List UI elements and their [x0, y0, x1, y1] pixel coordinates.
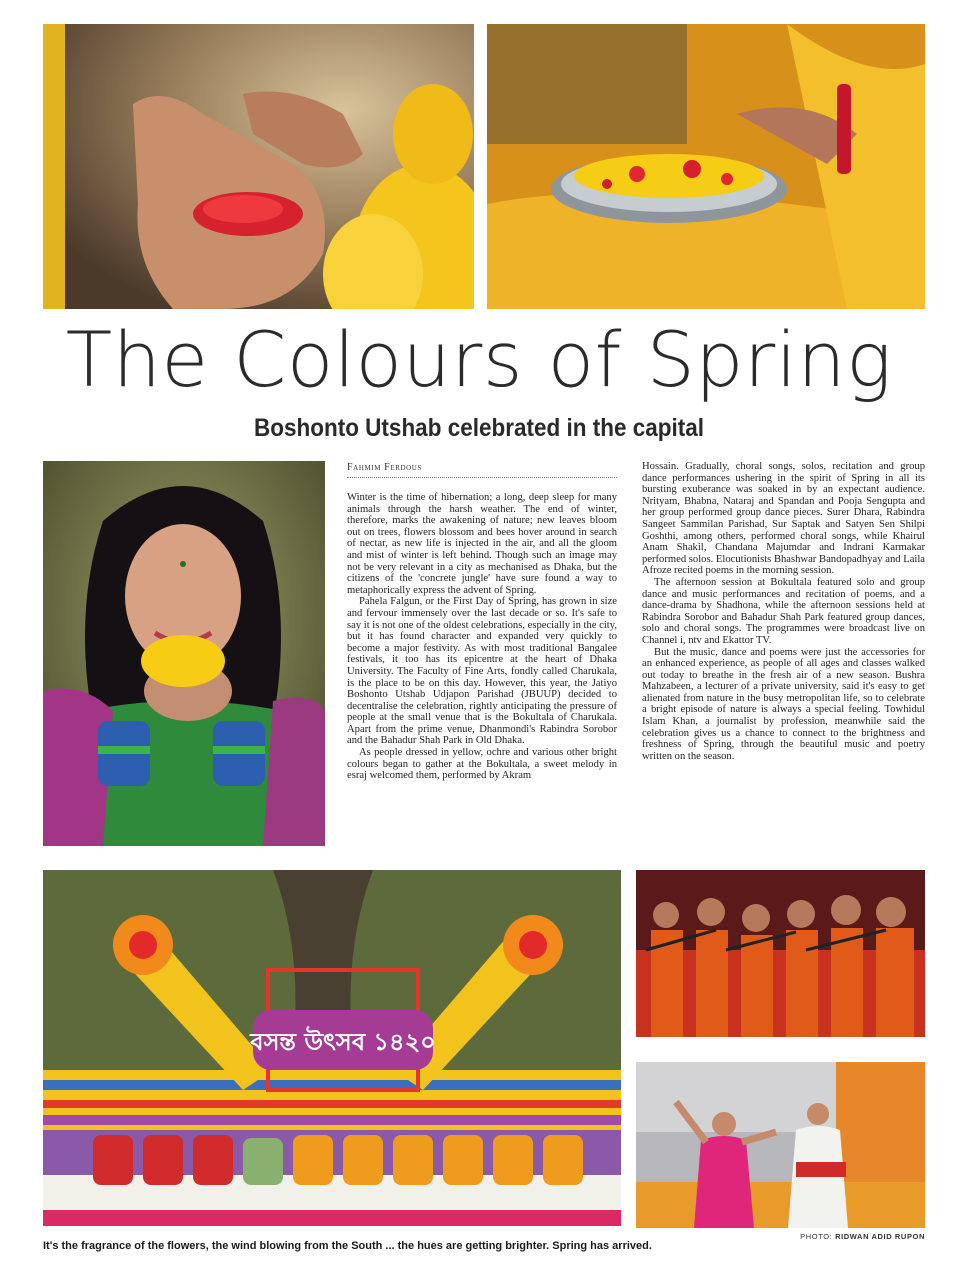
paragraph: The afternoon session at Bokultala featured solo and group dance and music performances and recitation of poems, and a dance-drama by Shadhona, while the afternoon sessions held at Rabindra Sorobor and Bahadur Shah Park featured group dances, solo and choral songs. The programmes were broadcast live on Channel i, ntv and Ekattor TV.: [642, 576, 925, 646]
photo-credit-label: PHOTO:: [800, 1232, 833, 1241]
stage-banner-text: বসন্ত উৎসব ১৪২০: [250, 1028, 436, 1056]
subheadline: Boshonto Utshab celebrated in the capital: [253, 414, 705, 442]
photo-dancers: [636, 1062, 925, 1228]
article-column-2: [642, 461, 925, 762]
paragraph: As people dressed in yellow, ochre and various other bright colours began to gather at the Bokultala, a sweet melody in esraj welcomed them, performed by Akram: [347, 747, 617, 782]
article-column-1: [347, 492, 617, 782]
photo-woman-holding-flowers: [43, 461, 325, 846]
photo-stage-performance: [43, 870, 621, 1226]
byline: Fahmim Ferdous: [347, 462, 617, 478]
headline: The Colours of Spring: [65, 315, 893, 404]
photo-hands-red-powder: [43, 24, 474, 309]
photo-caption: It's the fragrance of the flowers, the wind blowing from the South ... the hues are getting brighter. Spring has arrived.: [43, 1240, 652, 1252]
paragraph: But the music, dance and poems were just the accessories for an enhanced experience, as people of all ages and classes walked out today to breathe in the fresh air of a new season. Bushra Mahzabeen, a lecturer of a private university, said it's easy to get alienated from nature in the busy metropolitan life, so to celebrate a bright episode of nature is always a special feeling. Towhidul Islam Khan, a journalist by profession, meanwhile said the celebration gives us a chance to connect to the brightness and freshness of Spring, through the beautiful music and poetry written on the season.: [642, 646, 925, 762]
paragraph: Hossain. Gradually, choral songs, solos, recitation and group dance performances ushering in the spirit of Spring in all its bursting exuberance was soaked in by an expectant audience. Nrityam, Bhabna, Nataraj and Spandan and Pooja Sengupta and her group performed group dance pieces. Surer Dhara, Rabindra Sangeet Sammilan Parishad, Sur Saptak and Satyen Sen Shilpi Goshthi, among others, performed choral songs, while Khairul Anam Shakil, Chandana Majumdar and Indrani Karmakar performed solos. Elocutionists Bhashwar Bandopadhyay and Laila Afroze recited poems in the morning session.: [642, 461, 925, 577]
photo-plate-of-petals: [487, 24, 925, 309]
photo-credit-name: RIDWAN ADID RUPON: [835, 1232, 925, 1241]
photo-choir-singers: [636, 870, 925, 1037]
paragraph: Winter is the time of hibernation; a long, deep sleep for many animals through the harsh weather. The end of winter, therefore, marks the awakening of nature; new leaves bloom out on trees, flowers blossom and bees hover around in search of nectar, as new life is injected in the air, and all the gloom and mist of winter is left behind. Though such an image may not be very relevant in a city as mechanised as Dhaka, but the citizens of the 'concrete jungle' have sure found a way to metaphorically express the advent of Spring.: [347, 492, 617, 596]
paragraph: Pahela Falgun, or the First Day of Spring, has grown in size and fervour immensely over the last decade or so. It's safe to say it is not one of the oldest celebrations, especially in the city, but it has found character and expanded very quickly to become a major festivity. As with most traditional Bangalee festivals, it too has its epicentre at the heart of Dhaka University. The Faculty of Fine Arts, fondly called Charukala, is the place to be on this day. However, this year, the Jatiyo Boshonto Utshab Udjapon Parishad (JBUUP) decided to decentralise the celebration, rightly anticipating the pressure of people at the small venue that is the Bokultala of Charukala. Apart from the prime venue, Dhanmondi's Rabindra Sorobor and the Bahadur Shah Park in Old Dhaka.: [347, 596, 617, 747]
